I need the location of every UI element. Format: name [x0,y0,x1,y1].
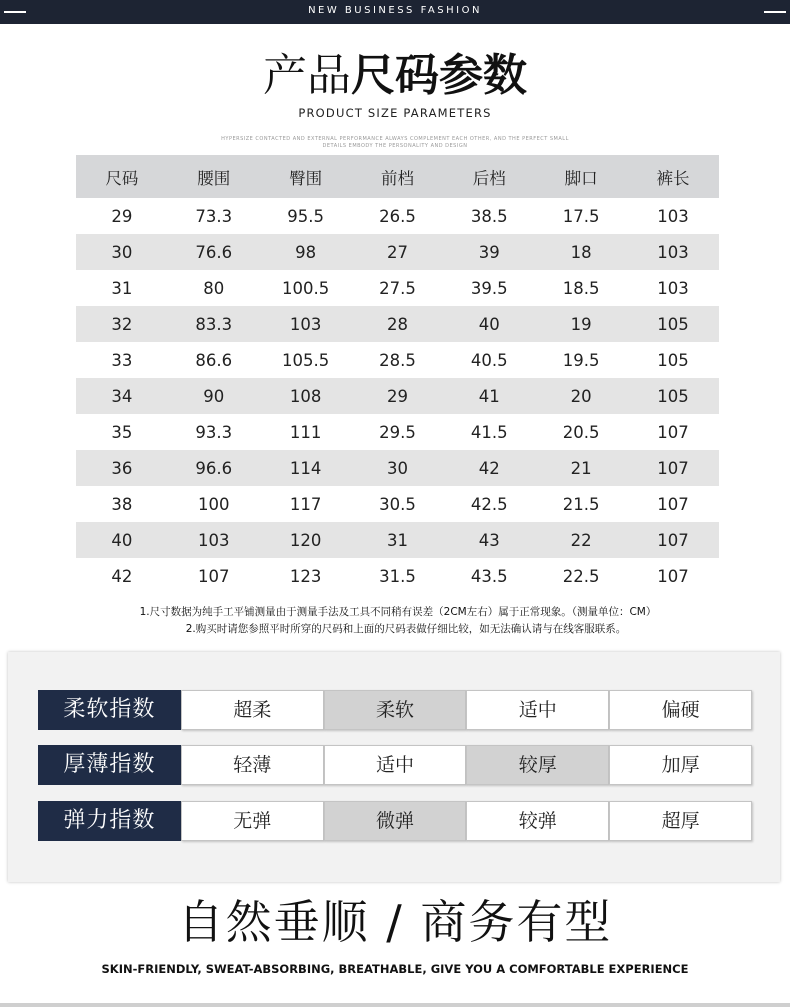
table-cell: 27 [352,234,444,270]
table-cell: 35 [111,422,133,442]
table-cell: 100.5 [281,278,330,298]
table-row [76,414,719,450]
index-option: 偏硬 [609,690,752,730]
index-option: 适中 [324,745,467,785]
table-cell: 29 [111,206,133,226]
index-option: 轻薄 [181,745,324,785]
table-cell: 30.5 [379,494,416,514]
table-cell: 18.5 [562,278,600,298]
table-cell: 105 [627,306,719,342]
tiny-text-line-1: HYPERSIZE CONTACTED AND EXTERNAL PERFORMANCE ALWAYS COMPLEMENT EACH OTHER, AND THE PERFECT SMALL [221,136,569,142]
index-option: 加厚 [609,745,752,785]
table-row [76,342,719,378]
table-cell: 111 [289,422,322,442]
index-option: 超柔 [181,690,324,730]
index-label: 弹力指数 [38,801,181,841]
table-cell: 27.5 [379,278,416,298]
table-cell: 40 [76,522,168,558]
table-row [76,234,719,270]
table-cell: 123 [289,566,322,586]
table-cell: 107 [627,450,719,486]
table-cell: 34 [76,378,168,414]
table-cell: 96.6 [168,450,260,486]
banner-text: NEW BUSINESS FASHION [308,5,482,16]
table-row [76,270,719,306]
table-row [76,522,719,558]
table-cell: 107 [657,566,689,586]
table-cell: 20 [535,378,627,414]
table-row [76,486,719,522]
table-cell: 17.5 [562,206,600,226]
title-light: 产品 [263,50,351,101]
table-cell: 29.5 [379,422,416,442]
table-cell: 107 [657,422,689,442]
table-cell: 43.5 [470,566,508,586]
table-cell: 26.5 [379,206,416,226]
table-header-row [76,155,719,198]
table-cell: 41.5 [470,422,508,442]
table-cell: 107 [198,566,230,586]
page-title [0,50,790,102]
table-row [76,378,719,414]
index-option: 超厚 [609,801,752,841]
table-cell: 28.5 [379,350,416,370]
table-cell: 19 [535,306,627,342]
page-subtitle: PRODUCT SIZE PARAMETERS [298,106,492,120]
table-cell: 39.5 [470,278,508,298]
size-notes [0,604,790,638]
table-header-cell: 后档 [443,155,535,198]
table-body [76,198,719,594]
table-header-cell: 尺码 [76,155,168,198]
table-cell: 105.5 [281,350,330,370]
table-cell: 31 [111,278,133,298]
index-label: 柔软指数 [38,690,181,730]
note-1: 1.尺寸数据为纯手工平铺测量由于测量手法及工具不同稍有误差（2CM左右）属于正常现象。（测量单位：CM） [139,606,657,618]
table-cell: 76.6 [168,234,260,270]
table-cell: 86.6 [195,350,233,370]
table-cell: 20.5 [562,422,600,442]
table-cell: 42 [443,450,535,486]
table-cell: 43 [443,522,535,558]
table-cell: 22.5 [562,566,600,586]
index-option-selected: 较厚 [466,745,609,785]
table-cell: 42.5 [470,494,508,514]
table-header-cell: 脚口 [535,155,627,198]
note-2: 2.购买时请您参照平时所穿的尺码和上面的尺码表做仔细比较，如无法确认请与在线客服联系。 [185,623,627,635]
table-cell: 40.5 [470,350,508,370]
table-cell: 117 [289,494,322,514]
table-cell: 93.3 [195,422,233,442]
title-bold: 尺码参数 [351,50,527,101]
table-cell: 103 [627,234,719,270]
table-cell: 18 [535,234,627,270]
index-row [38,745,752,785]
table-cell: 31 [352,522,444,558]
table-row [76,306,719,342]
table-cell: 107 [657,494,689,514]
slogan: 自然垂顺 / 商务有型 [177,895,613,949]
banner-line-right [764,11,786,13]
table-cell: 21 [535,450,627,486]
table-cell: 103 [657,206,689,226]
table-cell: 42 [111,566,133,586]
index-option-selected: 柔软 [324,690,467,730]
table-header-cell: 腰围 [168,155,260,198]
index-option: 适中 [466,690,609,730]
table-cell: 98 [260,234,352,270]
index-row [38,801,752,841]
table-cell: 22 [535,522,627,558]
table-cell: 30 [76,234,168,270]
table-cell: 95.5 [287,206,324,226]
table-cell: 105 [627,378,719,414]
title-section [0,50,790,150]
table-cell: 40 [443,306,535,342]
table-cell: 38.5 [470,206,508,226]
bottom-divider [0,1003,790,1007]
table-cell: 29 [352,378,444,414]
table-row [76,198,719,234]
table-cell: 39 [443,234,535,270]
table-cell: 36 [76,450,168,486]
table-cell: 108 [260,378,352,414]
top-banner [0,0,790,24]
table-cell: 90 [168,378,260,414]
table-cell: 33 [111,350,133,370]
table-header-cell: 臀围 [260,155,352,198]
table-cell: 21.5 [562,494,600,514]
table-cell: 103 [657,278,689,298]
table-cell: 114 [260,450,352,486]
size-table [76,155,719,594]
table-cell: 19.5 [562,350,600,370]
table-cell: 103 [168,522,260,558]
index-label: 厚薄指数 [38,745,181,785]
index-option: 无弹 [181,801,324,841]
table-cell: 41 [443,378,535,414]
table-cell: 32 [76,306,168,342]
table-cell: 107 [627,522,719,558]
table-cell: 105 [657,350,689,370]
index-row [38,690,752,730]
table-row [76,558,719,594]
fabric-index-panel [8,652,780,882]
table-cell: 100 [198,494,230,514]
tagline: SKIN-FRIENDLY, SWEAT-ABSORBING, BREATHABLE, GIVE YOU A COMFORTABLE EXPERIENCE [101,962,689,976]
index-option-selected: 微弹 [324,801,467,841]
table-cell: 80 [203,278,225,298]
table-header-cell: 裤长 [627,155,719,198]
table-row [76,450,719,486]
index-option: 较弹 [466,801,609,841]
table-header-cell: 前档 [352,155,444,198]
tiny-text [0,136,790,150]
tiny-text-line-2: DETAILS EMBODY THE PERSONALITY AND DESIGN [322,143,468,149]
table-cell: 31.5 [379,566,416,586]
table-cell: 38 [111,494,133,514]
table-cell: 120 [260,522,352,558]
table-cell: 103 [260,306,352,342]
table-cell: 28 [352,306,444,342]
table-cell: 30 [352,450,444,486]
table-cell: 83.3 [168,306,260,342]
table-cell: 73.3 [195,206,233,226]
